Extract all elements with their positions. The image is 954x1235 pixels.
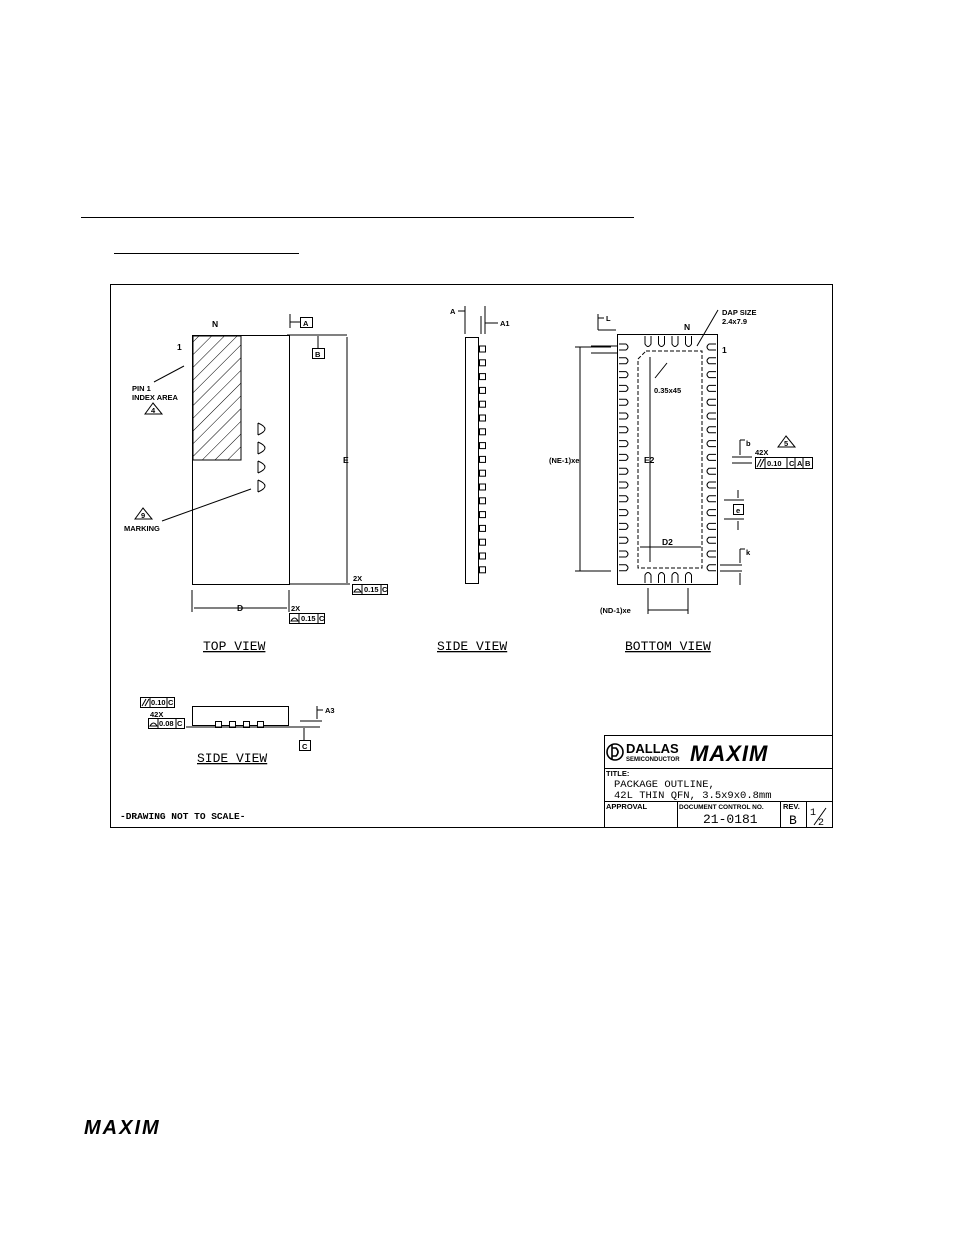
right-pad bbox=[707, 496, 716, 502]
dim-d2: D2 bbox=[662, 537, 673, 547]
left-pad bbox=[619, 565, 628, 571]
par-ref: C bbox=[168, 698, 174, 707]
tol-val-e: 0.15 bbox=[364, 585, 379, 594]
left-pad bbox=[619, 454, 628, 460]
top-pad bbox=[645, 336, 651, 347]
side-pad bbox=[480, 374, 486, 380]
title-block bbox=[604, 736, 833, 830]
bottom-pad bbox=[672, 573, 678, 584]
side-pad bbox=[480, 456, 486, 462]
side-pad bbox=[480, 539, 486, 545]
dap-size-label: DAP SIZE bbox=[722, 308, 757, 317]
profile-surface-icon bbox=[354, 589, 361, 592]
side-dim-a: A bbox=[450, 307, 456, 316]
right-pad bbox=[707, 565, 716, 571]
doc-control-number: 21-0181 bbox=[703, 812, 758, 827]
bottom-view-caption: BOTTOM VIEW bbox=[625, 639, 711, 654]
tol-2x-d: 2X bbox=[291, 604, 301, 613]
tol-val-d: 0.15 bbox=[301, 614, 316, 623]
left-pad bbox=[619, 358, 628, 364]
top-view bbox=[124, 314, 388, 654]
chamfer-label: 0.35x45 bbox=[654, 386, 682, 395]
not-to-scale-note: -DRAWING NOT TO SCALE- bbox=[120, 811, 246, 822]
side-view bbox=[437, 306, 510, 654]
sheet-total: 2 bbox=[818, 818, 825, 829]
dim-ne: (NE-1)xe bbox=[549, 456, 580, 465]
side-pad bbox=[480, 443, 486, 449]
maxim-footer-logo bbox=[84, 1118, 194, 1136]
marking-label: MARKING bbox=[124, 524, 160, 533]
side-pad bbox=[480, 415, 486, 421]
bottom-view bbox=[549, 308, 813, 654]
side-pad bbox=[480, 525, 486, 531]
left-pad bbox=[619, 441, 628, 447]
side-pad bbox=[480, 498, 486, 504]
right-pads bbox=[707, 344, 716, 571]
top-pad bbox=[686, 336, 692, 347]
top-pad bbox=[672, 336, 678, 347]
tol-ref-d: C bbox=[319, 614, 325, 623]
bottom-n-label: N bbox=[684, 322, 691, 332]
sheet-number: 1 bbox=[810, 808, 817, 819]
maxim-logo-titleblock bbox=[690, 741, 768, 766]
left-pads bbox=[619, 344, 628, 571]
dallas-wordmark: DALLAS bbox=[626, 741, 679, 756]
title-line-1: PACKAGE OUTLINE, bbox=[614, 779, 715, 791]
pin1-index-area bbox=[193, 336, 241, 460]
right-pad bbox=[707, 468, 716, 474]
parallelism-icon bbox=[142, 699, 149, 706]
tol-42x: 42X bbox=[755, 448, 769, 457]
dim-nd: (ND-1)xe bbox=[600, 606, 631, 615]
right-pad bbox=[707, 385, 716, 391]
doc-control-label: DOCUMENT CONTROL NO. bbox=[679, 804, 764, 811]
right-pad bbox=[707, 537, 716, 543]
side2-tol-42x: 42X bbox=[150, 710, 164, 719]
side-pad bbox=[480, 512, 486, 518]
tol-ref-b: B bbox=[805, 459, 811, 468]
side-pad bbox=[480, 484, 486, 490]
left-pad bbox=[619, 537, 628, 543]
side-pad bbox=[480, 429, 486, 435]
rev-label: REV. bbox=[783, 802, 800, 811]
marking-note-number: 9 bbox=[141, 511, 146, 520]
right-pad bbox=[707, 523, 716, 529]
dap-size-value: 2.4x7.9 bbox=[722, 317, 748, 326]
maxim-wordmark: MAXIM bbox=[690, 741, 769, 766]
side-view-2-caption: SIDE VIEW bbox=[197, 751, 268, 766]
bottom-pad bbox=[645, 573, 651, 584]
side-body bbox=[466, 338, 479, 584]
right-pad bbox=[707, 427, 716, 433]
side-pads bbox=[480, 346, 486, 573]
right-pad bbox=[707, 510, 716, 516]
right-pad bbox=[707, 358, 716, 364]
marking-glyphs bbox=[258, 423, 265, 492]
pin1-label: PIN 1 bbox=[132, 384, 151, 393]
title-line-2: 42L THIN QFN, 3.5x9x0.8mm bbox=[614, 790, 772, 802]
maxim-footer-wordmark: MAXIM bbox=[84, 1118, 161, 1136]
b-note-number: 5 bbox=[784, 439, 789, 448]
right-pad bbox=[707, 344, 716, 350]
side-view-2 bbox=[141, 698, 335, 767]
left-pad bbox=[619, 551, 628, 557]
tol-ref-c: C bbox=[789, 459, 795, 468]
datum-b-label: B bbox=[315, 350, 321, 359]
bottom-pin1-number: 1 bbox=[722, 345, 727, 355]
tol-2x-e: 2X bbox=[353, 574, 363, 583]
tol-ref-a: A bbox=[797, 459, 803, 468]
dim-e-label-box: e bbox=[736, 506, 741, 515]
side-pad bbox=[480, 360, 486, 366]
right-pad bbox=[707, 551, 716, 557]
side-view-caption: SIDE VIEW bbox=[437, 639, 508, 654]
rev-value: B bbox=[789, 813, 797, 828]
pin1-index-label: INDEX AREA bbox=[132, 393, 178, 402]
top-n-label: N bbox=[212, 319, 219, 329]
dim-d-label: D bbox=[237, 603, 244, 613]
left-pad bbox=[619, 482, 628, 488]
position-tolerance-icon bbox=[757, 459, 764, 467]
flat-ref: C bbox=[177, 719, 183, 728]
side-pad bbox=[480, 553, 486, 559]
side-pad bbox=[480, 401, 486, 407]
top-view-caption: TOP VIEW bbox=[203, 639, 266, 654]
right-pad bbox=[707, 454, 716, 460]
flat-val: 0.08 bbox=[159, 719, 174, 728]
title-label: TITLE: bbox=[606, 769, 630, 778]
side-dim-a1: A1 bbox=[500, 319, 510, 328]
tol-value: 0.10 bbox=[767, 459, 782, 468]
left-pad bbox=[619, 468, 628, 474]
bottom-pads bbox=[645, 573, 692, 584]
bottom-pad bbox=[686, 573, 692, 584]
top-pads bbox=[645, 336, 692, 347]
side-pad bbox=[480, 387, 486, 393]
dim-b: b bbox=[746, 439, 751, 448]
right-pad bbox=[707, 441, 716, 447]
datum-a-label: A bbox=[303, 319, 309, 328]
tol-ref-e: C bbox=[382, 585, 388, 594]
left-pad bbox=[619, 510, 628, 516]
side-pad bbox=[480, 567, 486, 573]
left-pad bbox=[619, 385, 628, 391]
semiconductor-wordmark: SEMICONDUCTOR bbox=[626, 757, 680, 763]
dim-e-label: E bbox=[343, 455, 349, 465]
left-pad bbox=[619, 413, 628, 419]
left-pad bbox=[619, 344, 628, 350]
left-pad bbox=[619, 496, 628, 502]
left-pad bbox=[619, 427, 628, 433]
approval-label: APPROVAL bbox=[606, 802, 648, 811]
profile-surface-icon-2 bbox=[291, 618, 298, 621]
dallas-logo-icon bbox=[607, 744, 623, 760]
pin1-note-number: 4 bbox=[151, 406, 156, 415]
dim-l: L bbox=[606, 314, 611, 323]
right-pad bbox=[707, 482, 716, 488]
flatness-icon bbox=[150, 723, 157, 726]
top-pad bbox=[659, 336, 665, 347]
left-pad bbox=[619, 372, 628, 378]
datum-c-label: C bbox=[302, 742, 308, 751]
bottom-pad bbox=[659, 573, 665, 584]
dim-a3: A3 bbox=[325, 706, 335, 715]
top-pin1-number: 1 bbox=[177, 342, 182, 352]
left-pad bbox=[619, 523, 628, 529]
left-pad bbox=[619, 399, 628, 405]
par-val: 0.10 bbox=[151, 698, 166, 707]
dim-k: k bbox=[746, 548, 751, 557]
right-pad bbox=[707, 399, 716, 405]
side-pad bbox=[480, 346, 486, 352]
right-pad bbox=[707, 372, 716, 378]
right-pad bbox=[707, 413, 716, 419]
dim-e2: E2 bbox=[644, 455, 655, 465]
side2-body bbox=[193, 707, 289, 726]
side-pad bbox=[480, 470, 486, 476]
